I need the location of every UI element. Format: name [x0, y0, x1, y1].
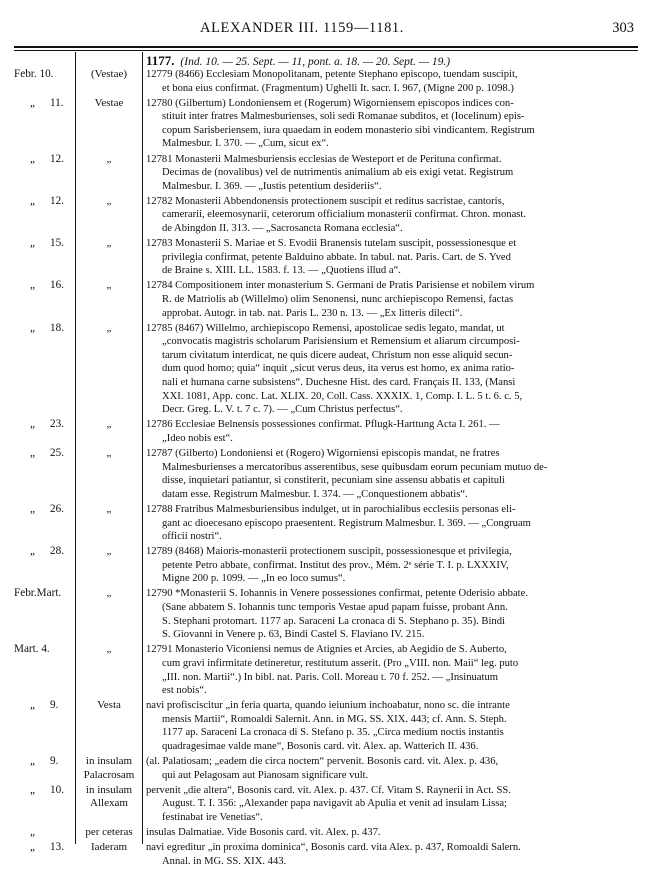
entry-text [146, 68, 636, 95]
entry-text-line: 12788 Fratribus Malmesburiensibus indulget, ut in parochialibus ecclesiis personas eli- [146, 503, 516, 515]
entry-text-line: Decimas de (novalibus) vel de nutrimentis animalium ab eis exigi vetat. Registrum [162, 167, 514, 179]
entry-text-line: 12781 Monasterii Malmesburiensis ecclesias de Westeport et de Perituna confirmat. [146, 153, 502, 165]
entry-text-line: Malmesbur. I. 370. — „Cum, sicut ex“. [162, 138, 329, 150]
page-number: 303 [612, 20, 634, 36]
entry-text-line: copum Sarisberiensem, iura quaedam in eodem monasterio sibi vindicantem. Registrum [162, 124, 535, 136]
regest-entry [0, 699, 650, 753]
regest-entry [0, 153, 650, 194]
entry-text-line: navi egreditur „in proxima dominica“, Bosonis card. vita Alex. p. 437, Romoaldi Salern. [146, 842, 521, 854]
year-details: (Ind. 10. — 25. Sept. — 11, pont. a. 18. — 20. Sept. — 19.) [180, 56, 451, 68]
entry-text-line: „Ideo nobis est“. [162, 432, 233, 444]
entry-text-line: 12787 (Gilberto) Londoniensi et (Rogero) Wigorniensi episcopis mandat, ne fratres [146, 448, 500, 460]
regest-entry [0, 279, 650, 320]
entry-day: 26. [50, 502, 64, 515]
entry-text-line: 1177 ap. Saraceni La cronaca di S. Stefano p. 35. „Circa medium noctis instantis [162, 727, 504, 739]
entry-text-line: S. Giovanni in Venere p. 63, Bindi Castel S. Flaviano IV. 215. [162, 629, 425, 641]
entry-text-line: 12780 (Gilbertum) Londoniensem et (Rogerum) Wigorniensem episcopos indices con- [146, 97, 514, 109]
entry-text [146, 279, 636, 320]
entry-text [146, 503, 636, 544]
entry-date-full: Febr. 10. [14, 68, 54, 80]
entry-date-ditto: „ [30, 152, 35, 165]
entry-day: 10. [50, 783, 64, 796]
entry-text-line: cum gravi infirmitate detineretur, restitutum asserit. (Pro „VIII. non. Maii“ leg. puto [162, 657, 519, 669]
entry-text [146, 699, 636, 753]
entry-text-line: de Braine s. XIII. LL. 1583. f. 13. — „Quotiens illud a“. [162, 265, 401, 277]
entry-text [146, 587, 636, 641]
entry-text-line: (al. Palatiosam; „eadem die circa noctem“ pervenit. Bosonis card. vit. Alex. p. 436, [146, 756, 499, 768]
entry-text [146, 545, 636, 586]
entry-text-line: 12785 (8467) Willelmo, archiepiscopo Remensi, apostolicae sedis legato, mandat, ut [146, 322, 505, 334]
entry-text-line: (Sane abbatem S. Iohannis tunc temporis Vestae apud papam fuisse, probant Ann. [162, 602, 508, 614]
entry-day: 23. [50, 418, 64, 431]
entry-text-line: stituit inter fratres Malmesburienses, soli sedi Romanae subditos, et (Iocelinum) epis- [162, 111, 525, 123]
entry-text-line: 12784 Compositionem inter monasterium S. Germani de Pratis Parisiense et nobilem virum [146, 280, 535, 292]
entry-text [146, 418, 636, 445]
entry-text [146, 643, 636, 697]
entry-place: Iaderam [90, 841, 128, 854]
entry-text-line: Annal. in MG. SS. XIX. 443. [162, 855, 287, 867]
running-head-title: ALEXANDER III. 1159—1181. [200, 20, 405, 36]
entry-text-line: Decr. Greg. L. V. t. 7 c. 7). — „Cum Christus perfectus“. [162, 404, 403, 416]
entry-date-ditto: „ [30, 545, 35, 558]
entry-place: „ [106, 502, 112, 515]
entry-text-line: petente Petro abbate, confirmat. Institut des prov., Mém. 2ᵉ série T. I. p. LXXXIV, [162, 559, 509, 571]
entry-place: in insulam Palacrosam [83, 755, 135, 781]
entry-place: „ [106, 152, 112, 165]
entry-text-line: quadragesimae valde mane“, Bosonis card. vit. Alex. ap. Watterich II. 436. [162, 741, 479, 752]
regest-entry [0, 503, 650, 544]
regest-entry [0, 643, 650, 697]
entry-text-line: camerarii, eleemosynarii, ceterorum officialium monasterii confirmat. Chron. monast. [162, 209, 526, 221]
regest-entry [0, 545, 650, 586]
entry-date-ditto: „ [30, 841, 35, 854]
entry-day: 11. [50, 96, 64, 109]
entry-place: „ [106, 643, 112, 656]
entry-text-line: S. Stephani protomart. 1177 ap. Saraceni La cronaca di S. Stephano p. 35). Bindi [162, 615, 505, 627]
entry-text [146, 826, 636, 840]
entry-text-line: „III. non. Martii“.) In bibl. nat. Paris. Coll. Moreau t. 70 f. 252. — „Insinuatum [162, 671, 498, 683]
entry-day: 25. [50, 447, 64, 460]
entry-place: Vestae [94, 96, 124, 109]
regest-entry [0, 97, 650, 151]
regest-entry [0, 587, 650, 641]
entry-place: „ [106, 279, 112, 292]
entry-text-line: R. de Matriolis ab (Willelmo) olim Senonensi, nunc archiepiscopo Remensi, factas [162, 294, 514, 305]
year-heading [146, 53, 450, 69]
entry-place: in insulam Allexam [85, 783, 133, 810]
entry-place: „ [106, 321, 112, 334]
entry-text-line: officii nostri“. [162, 531, 222, 543]
regest-entry [0, 322, 650, 417]
entry-text-line: dum quod homo; quia“ inquit „sicut verus deus, ita verus est homo, ex anima ratio- [162, 363, 515, 375]
regest-entry [0, 447, 650, 501]
entry-date-ditto: „ [30, 783, 35, 796]
entry-text [146, 195, 636, 236]
entry-text-line: Migne 200 p. 1099. — „In eo loco sumus“. [162, 573, 346, 585]
entry-text [146, 153, 636, 194]
entry-text-line: de Abingdon II. 313. — „Sacrosancta Romana ecclesia“. [162, 223, 403, 235]
entry-text-line: XXI. 1081, App. conc. Lat. XLIX. 20, Coll. Cass. XXXIX. 1, Comp. I. L. 5 t. 6. c. 5, [162, 390, 523, 402]
entry-place: Vesta [97, 699, 121, 712]
entry-day: 16. [50, 279, 64, 292]
entries-list [0, 68, 650, 870]
entry-place: „ [106, 418, 112, 431]
entry-text-line: 12783 Monasterii S. Mariae et S. Evodii Branensis tutelam suscipit, possessionesque et [146, 238, 517, 250]
entry-text-line: festinabat ire Venetias“. [162, 811, 263, 823]
entry-text-line: nali et humana carne subsistens“. Duchesne Hist. des card. Français II. 133, (Mansi [162, 377, 516, 389]
entry-text-line: insulas Dalmatiae. Vide Bosonis card. vit. Alex. p. 437. [146, 827, 381, 839]
entry-text-line: 12782 Monasterii Abbendonensis protectionem suscipit et reditus sacristae, cantoris, [146, 195, 505, 207]
entry-date-full: Mart. 4. [14, 643, 50, 656]
entry-text-line: qui aut Pelagosam aut Pianosam significare vult. [162, 769, 369, 781]
entry-date-ditto: „ [30, 826, 35, 839]
entry-text-line: gant ac dioecesano episcopo praesentent. Registrum Malmesbur. I. 369. — „Congruam [162, 517, 531, 529]
entry-text-line: et bona eius confirmat. (Fragmentum) Ughelli It. sacr. I. 967, (Migne 200 p. 1098.) [162, 82, 514, 94]
regest-entry [0, 755, 650, 782]
entry-text [146, 237, 636, 278]
entry-text [146, 755, 636, 782]
entry-text [146, 97, 636, 151]
entry-date-ditto: „ [30, 447, 35, 460]
entry-text-line: August. T. I. 356: „Alexander papa navigavit ab Apulia et venit ad insulam Lissa; [162, 798, 507, 810]
entry-day: 13. [50, 841, 64, 854]
entry-day: 28. [50, 545, 64, 558]
entry-text-line: „convocatis magistris scholarum Parisiensium et Remensium et aliarum circumposi- [162, 336, 520, 348]
entry-place: (Vestae) [90, 68, 128, 80]
year-number: 1177. [146, 53, 175, 68]
entry-date-ditto: „ [30, 96, 35, 109]
running-head [0, 20, 650, 40]
entry-date-ditto: „ [30, 418, 35, 431]
regest-entry [0, 418, 650, 445]
entry-date-ditto: „ [30, 321, 35, 334]
entry-place: „ [106, 237, 112, 250]
header-rule-thick [14, 46, 638, 48]
regest-entry [0, 195, 650, 236]
entry-day: 9. [50, 755, 59, 768]
entry-day: 9. [50, 699, 59, 712]
entry-day: 15. [50, 237, 64, 250]
entry-text-line: datam esse. Registrum Malmesbur. I. 374. — „Conquestionem abbatis“. [162, 488, 468, 500]
entry-text-line: disse, inquietari patiantur, si constiterit, pecuniam sine assensu abbatis et capituli [162, 475, 505, 487]
entry-day: 12. [50, 152, 64, 165]
entry-place: „ [106, 587, 112, 600]
header-rule-thin [14, 50, 638, 51]
entry-date-ditto: „ [30, 502, 35, 515]
entry-day: 18. [50, 321, 64, 334]
regest-entry [0, 68, 650, 95]
entry-date-full: Febr.Mart. [14, 587, 62, 600]
entry-text-line: mensis Martii“, Romoaldi Salernit. Ann. in MG. SS. XIX. 443; cf. Ann. S. Steph. [162, 713, 507, 725]
entry-text-line: 12790 *Monasterii S. Iohannis in Venere possessiones confirmat, petente Oderisio abbate. [146, 588, 528, 600]
regest-entry [0, 237, 650, 278]
entry-place: „ [106, 545, 112, 558]
entry-text-line: 12789 (8468) Maioris-monasterii protectionem suscipit, possessionesque et privilegia, [146, 546, 512, 558]
entry-text [146, 447, 636, 501]
entry-date-ditto: „ [30, 699, 35, 712]
entry-text-line: navi profisciscitur „in feria quarta, quando ieiunium inchoabatur, nono sc. die intrante [146, 700, 510, 712]
entry-text-line: Malmesburienses a mercatoribus asserentibus, sese quibusdam eorum pecuniam mutuo de- [162, 461, 548, 473]
entry-date-ditto: „ [30, 755, 35, 768]
entry-place: per ceteras [85, 826, 133, 839]
entry-text-line: pervenit „die altera“, Bosonis card. vit. Alex. p. 437. Cf. Vitam S. Raynerii in Act. SS. [146, 784, 511, 796]
entry-text [146, 322, 636, 417]
entry-place: „ [106, 447, 112, 460]
entry-text-line: privilegia confirmat, petente Balduino abbate. In tabul. nat. Paris. Cart. de S. Yved [162, 251, 511, 263]
entry-date-ditto: „ [30, 194, 35, 207]
entry-date-ditto: „ [30, 237, 35, 250]
entry-place: „ [106, 194, 112, 207]
entry-text-line: 12786 Ecclesiae Belnensis possessiones confirmat. Pflugk-Harttung Acta I. 261. — [146, 419, 500, 431]
regest-entry [0, 841, 650, 868]
entry-text-line: tarum civitatum interdicat, ne quis dicere audeat, Christum non esse aliquid secun- [162, 349, 513, 361]
entry-date-ditto: „ [30, 279, 35, 292]
entry-text-line: Malmesbur. I. 369. — „Iustis petentium desideriis“. [162, 180, 382, 192]
entry-day: 12. [50, 194, 64, 207]
entry-text-line: est nobis“. [162, 685, 207, 697]
entry-text-line: 12791 Monasterio Viconiensi nemus de Atignies et Arcies, ab Aegidio de S. Auberto, [146, 644, 507, 656]
entry-text [146, 841, 636, 868]
entry-text [146, 784, 636, 825]
regest-entry [0, 826, 650, 840]
regest-entry [0, 784, 650, 825]
entry-text-line: approbat. Autogr. in tab. nat. Paris L. 230 n. 13. — „Ex litteris dilecti“. [162, 307, 463, 319]
entry-text-line: 12779 (8466) Ecclesiam Monopolitanam, petente Stephano episcopo, tuendam suscipit, [146, 69, 518, 80]
